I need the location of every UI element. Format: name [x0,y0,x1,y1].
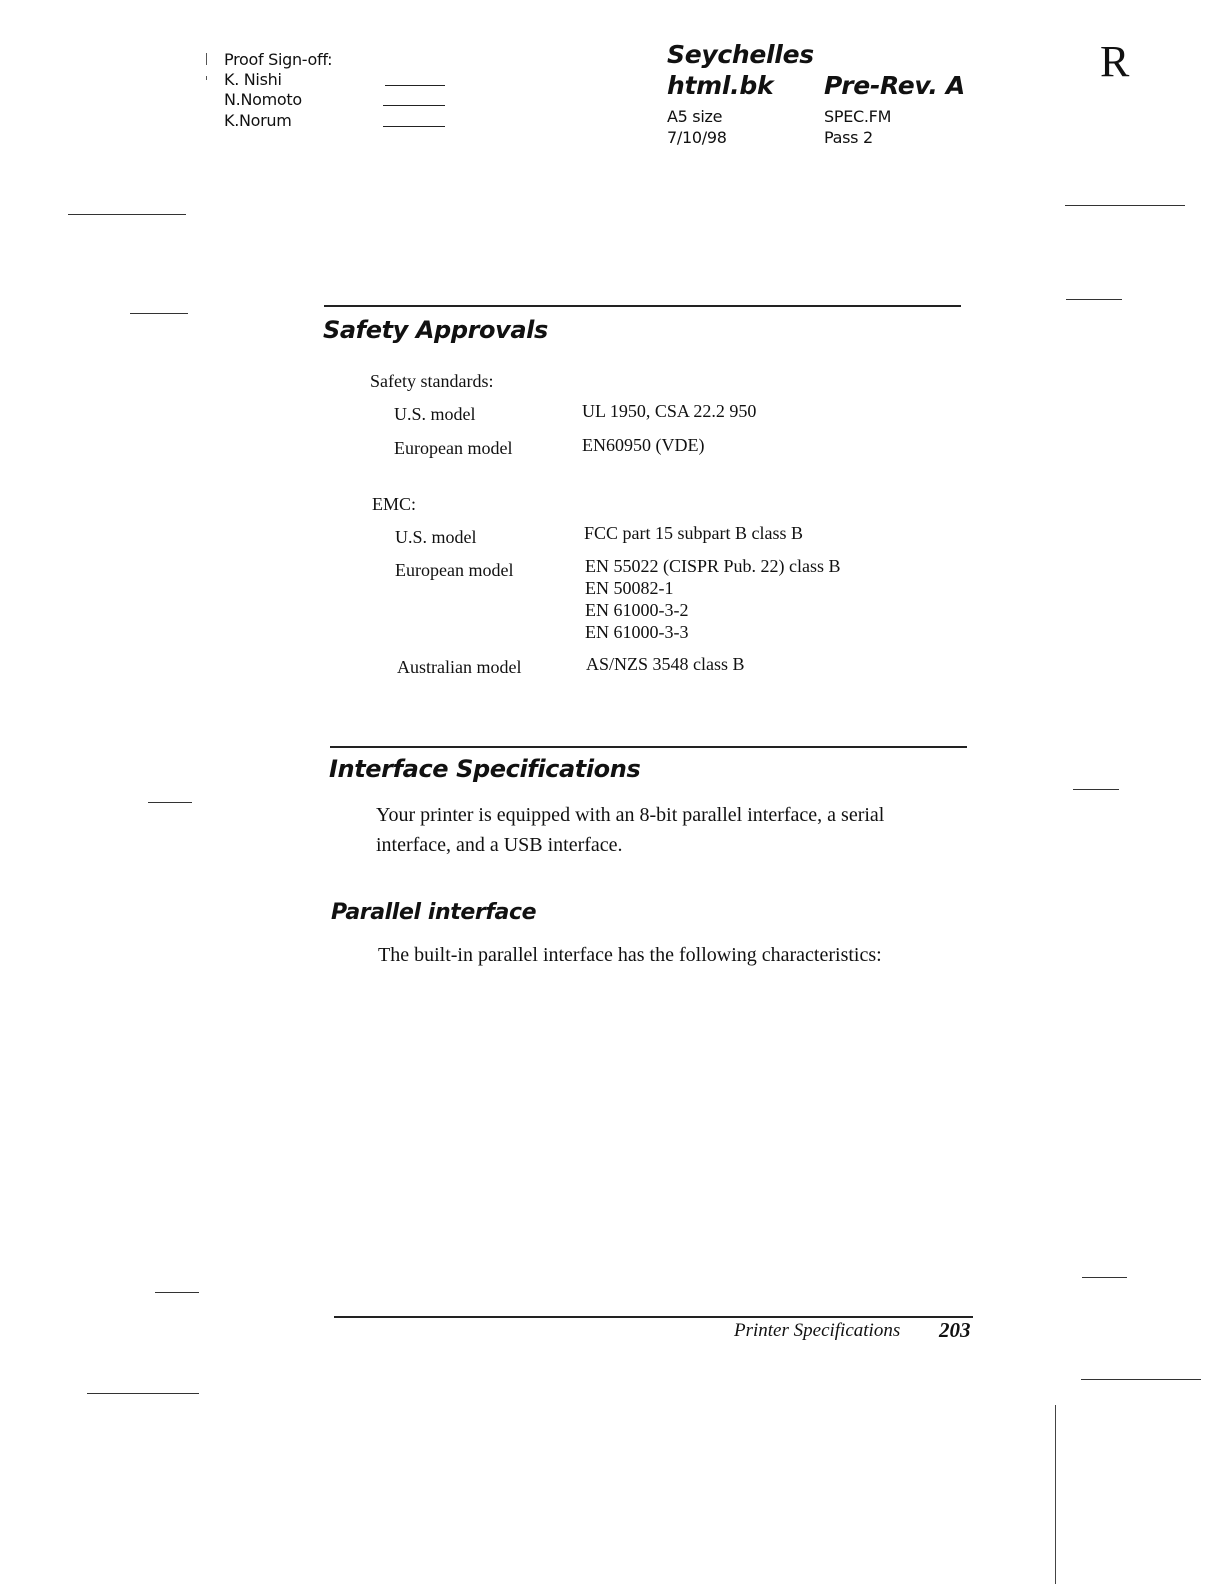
spec-label: Australian model [397,657,522,677]
page-size: A5 size [667,107,723,126]
interface-intro [376,800,976,860]
section-heading-safety: Safety Approvals [323,316,548,344]
section-heading-interface: Interface Specifications [329,755,641,783]
safety-standards-label: Safety standards: [370,371,494,391]
emc-label: EMC: [372,494,417,514]
crop-mark [68,214,186,215]
spec-value: EN 55022 (CISPR Pub. 22) class B [585,556,841,576]
signoff-line [385,85,445,86]
spec-value: UL 1950, CSA 22.2 950 [582,401,757,421]
pass-label: Pass 2 [824,128,873,147]
spec-label: European model [394,438,513,458]
intro-line: Your printer is equipped with an 8-bit parallel interface, a serial [376,804,885,826]
spec-file: SPEC.FM [824,107,892,126]
signoff-title: Proof Sign-off: [224,50,333,69]
footer-rule [334,1316,973,1318]
signoff-name: K.Norum [224,111,292,130]
spec-label: U.S. model [394,404,476,424]
crop-mark [1073,789,1119,790]
crop-mark [1065,205,1185,206]
signoff-name: K. Nishi [224,70,282,89]
revision-label: Pre-Rev. A [824,71,965,100]
footer-chapter: Printer Specifications [734,1320,901,1341]
spec-value: EN 61000-3-2 [585,600,689,620]
crop-mark [155,1292,199,1293]
signoff-name: N.Nomoto [224,90,302,109]
page-number: 203 [939,1318,971,1342]
crop-mark [1066,299,1122,300]
section-rule [324,305,961,307]
section-rule [330,746,967,748]
spec-value: EN 50082-1 [585,578,674,598]
book-title: Seychelles [667,40,814,69]
parallel-text: The built-in parallel interface has the following characteristics: [378,944,882,966]
spec-value: EN60950 (VDE) [582,435,705,455]
crop-mark [1082,1277,1127,1278]
intro-line: interface, and a USB interface. [376,834,623,856]
spec-value: EN 61000-3-3 [585,622,689,642]
crop-mark [130,313,188,314]
spec-value: FCC part 15 subpart B class B [584,523,803,543]
subheading-parallel: Parallel interface [331,900,537,925]
crop-mark [1081,1379,1201,1380]
book-file: html.bk [667,71,774,100]
crop-mark [87,1393,199,1394]
spec-label: European model [395,560,514,580]
date: 7/10/98 [667,128,727,147]
signoff-line [383,105,445,106]
signoff-line [383,126,445,127]
spec-value: AS/NZS 3548 class B [586,654,745,674]
crop-mark [1055,1405,1056,1584]
spec-label: U.S. model [395,527,477,547]
corner-letter: R [1100,37,1130,86]
crop-mark [148,802,192,803]
